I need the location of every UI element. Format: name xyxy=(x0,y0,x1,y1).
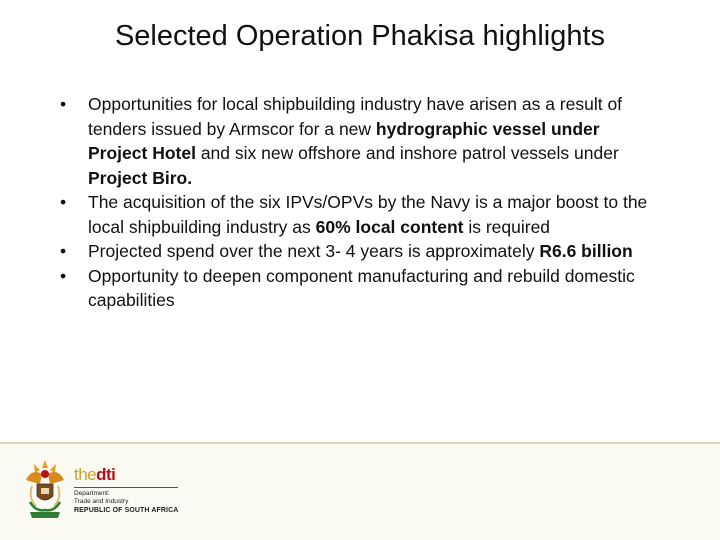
bullet-marker: • xyxy=(60,192,67,212)
bullet-item xyxy=(60,92,660,190)
logo-divider xyxy=(74,487,178,488)
bullet-emphasis: hydrographic vessel under Project Hotel xyxy=(88,118,600,163)
dti-logo xyxy=(74,466,115,484)
bullet-text: is required xyxy=(463,216,551,237)
coat-of-arms-icon xyxy=(22,458,68,520)
department-line: Department: xyxy=(74,490,110,497)
bullet-marker: • xyxy=(60,94,67,114)
bullet-text: Projected spend over the next 3- 4 years is approximately xyxy=(88,241,540,261)
bullet-text: Opportunity to deepen component manufacturing and rebuild domestic capabilities xyxy=(88,265,635,310)
slide-title: Selected Operation Phakisa highlights xyxy=(114,20,606,52)
bullet-item xyxy=(60,264,660,313)
bullet-text: Opportunities for local shipbuilding industry have arisen as a result of tenders issued by Armscor for a new xyxy=(88,94,623,139)
bullet-text: The acquisition of the six IPVs/OPVs by the Navy is a major boost to the local shipbuilding industry as xyxy=(88,192,648,237)
bullet-emphasis: R6.6 billion xyxy=(539,241,633,261)
bullet-text: and six new offshore and inshore patrol vessels under xyxy=(195,143,619,163)
department-name: Trade and Industry xyxy=(74,498,129,505)
bullet-emphasis: 60% local content xyxy=(315,216,464,237)
bullet-emphasis: Project Biro. xyxy=(88,167,193,188)
country-label: REPUBLIC OF SOUTH AFRICA xyxy=(74,507,179,514)
dti-logo-the: the xyxy=(74,465,97,484)
bullet-marker: • xyxy=(60,265,67,286)
bullet-item xyxy=(60,239,660,264)
bullet-marker: • xyxy=(60,241,67,261)
footer-divider xyxy=(0,442,720,444)
dti-logo-dti: dti xyxy=(96,465,116,484)
department-label xyxy=(74,490,128,506)
bullet-list xyxy=(60,92,660,313)
bullet-item xyxy=(60,190,660,239)
